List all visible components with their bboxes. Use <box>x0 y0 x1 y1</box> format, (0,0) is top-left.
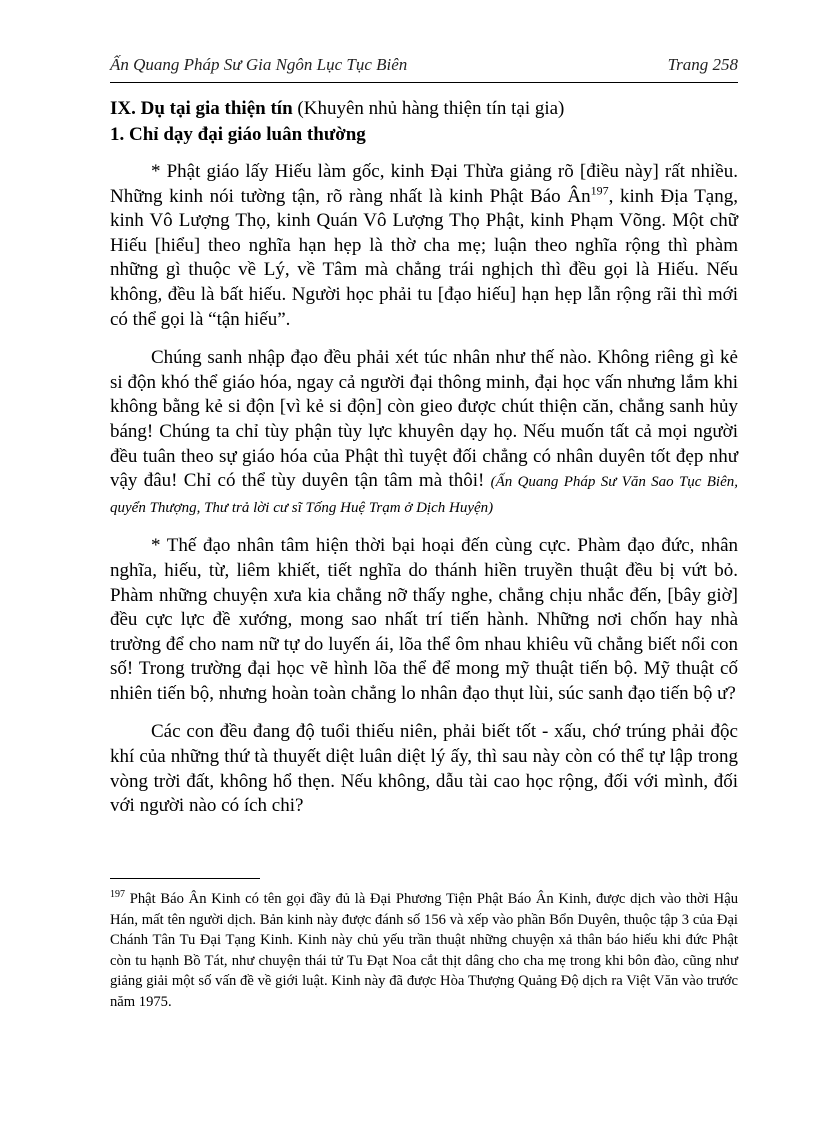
footnote-number: 197 <box>110 889 125 901</box>
footnote <box>110 889 738 1013</box>
paragraph-2 <box>110 346 738 520</box>
page-number: Trang 258 <box>667 55 738 74</box>
header-divider <box>110 82 738 83</box>
paragraph-2-source: (Ấn Quang Pháp Sư Văn Sao Tục Biên, quyển Thượng, Thư trả lời cư sĩ Tống Huệ Trạm ở Dịch Huyện) <box>110 474 738 516</box>
section-heading <box>110 96 738 122</box>
subsection-heading: 1. Chỉ dạy đại giáo luân thường <box>110 124 366 145</box>
section-heading-title: IX. Dụ tại gia thiện tín <box>110 98 293 119</box>
footnote-reference[interactable]: 197 <box>590 183 609 198</box>
paragraph-4: Các con đều đang độ tuổi thiếu niên, phải biết tốt - xấu, chớ trúng phải độc khí của những thứ tà thuyết diệt luân diệt lý ấy, thì sau này còn có thể tự lập trong vòng trời đất, không hổ thẹn. Nếu không, dẫu tài cao học rộng, đối với mình, đối với người nào có ích chi? <box>110 721 738 817</box>
footnote-divider <box>110 878 260 879</box>
paragraph-1-part-b: , kinh Địa Tạng, kinh Vô Lượng Thọ, kinh Quán Vô Lượng Thọ Phật, kinh Phạm Võng. Một chữ Hiếu [hiểu] theo nghĩa hạn hẹp là thờ cha mẹ; luận theo nghĩa rộng thì phàm những gì thuộc về Lý, về Tâm mà chẳng trái nghịch thì đều gọi là Hiếu. Nếu không, đều là bất hiếu. Người học phải tu [đạo hiếu] hạn hẹp lẫn rộng rãi thì mới có thể gọi là “tận hiếu”. <box>110 185 738 330</box>
main-text <box>110 96 738 833</box>
paragraph-2-text: Chúng sanh nhập đạo đều phải xét túc nhân như thế nào. Không riêng gì kẻ si độn khó thể giáo hóa, ngay cả người đại thông minh, đại học vấn nhưng lắm khi không bằng kẻ si độn [vì kẻ si độn] còn gieo được chút thiện căn, chẳng sanh hủy báng! Chúng ta chỉ tùy phận tùy lực khuyên dạy họ. Nếu muốn tất cả mọi người đều tuân theo sự giáo hóa của Phật thì tuyệt đối chẳng có nhân duyên tốt đẹp như vậy đâu! Chỉ có thể tùy duyên tận tâm mà thôi! <box>110 347 738 492</box>
book-title: Ấn Quang Pháp Sư Gia Ngôn Lục Tục Biên <box>110 55 408 74</box>
running-header <box>110 55 738 81</box>
footnote-text: Phật Báo Ân Kinh có tên gọi đầy đủ là Đại Phương Tiện Phật Báo Ân Kinh, được dịch vào thời Hậu Hán, mất tên người dịch. Bản kinh này được đánh số 156 và xếp vào phần Bổn Duyên, thuộc tập 3 của Đại Chánh Tân Tu Đại Tạng Kinh. Kinh này chủ yếu trần thuật những chuyện xả thân báo hiếu khi đức Phật còn tu hạnh Bồ Tát, như chuyện thái tử Tu Đạt Noa cắt thịt dâng cho cha mẹ trong khi bôn đào, cũng như giảng giải một số vấn đề về giới luật. Kinh này đã được Hòa Thượng Quảng Độ dịch ra Việt Văn vào trước năm 1975. <box>110 891 738 1010</box>
paragraph-1-part-a: * Phật giáo lấy Hiếu làm gốc, kinh Đại Thừa giảng rõ [điều này] rất nhiều. Những kinh nói tường tận, rõ ràng nhất là kinh Phật Báo Ân <box>110 161 738 207</box>
paragraph-1 <box>110 160 738 332</box>
section-heading-note: (Khuyên nhủ hàng thiện tín tại gia) <box>292 98 565 119</box>
paragraph-3: * Thế đạo nhân tâm hiện thời bại hoại đến cùng cực. Phàm đạo đức, nhân nghĩa, hiếu, từ, liêm khiết, tiết nghĩa do thánh hiền truyền thuật đều bị vứt bỏ. Phàm những chuyện xưa kia chẳng nỡ thấy nghe, chẳng chịu nhắc đến, [bây giờ] đều cực lực đề xướng, mong sao nhất trí tiến hành. Những nơi chốn hay nhà trường để cho nam nữ tự do luyến ái, lõa thể ôm nhau khiêu vũ chẳng biết nổi con số! Trong trường đại học vẽ hình lõa thể để mong mỹ thuật tiến bộ. Mỹ thuật cố nhiên tiến bộ, nhưng hoàn toàn chẳng lo nhân đạo thụt lùi, súc sanh đạo tiến bộ ư? <box>110 535 738 704</box>
